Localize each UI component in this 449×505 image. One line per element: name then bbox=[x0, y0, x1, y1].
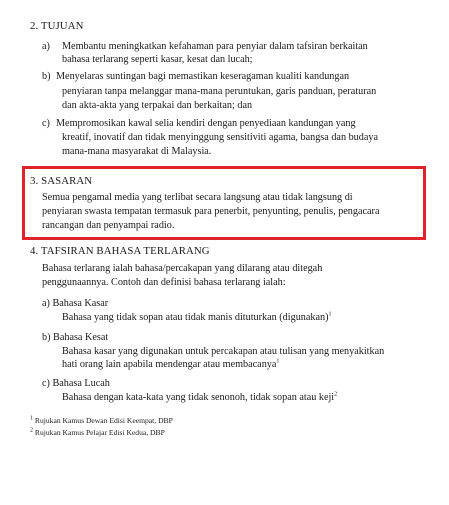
tujuan-item-line: kreatif, inovatif dan tidak menyinggung sensitiviti agama, bangsa dan budaya bbox=[62, 132, 379, 143]
tujuan-item-marker: c) bbox=[42, 118, 50, 129]
tujuan-item-marker: a) bbox=[42, 41, 50, 52]
tafsiran-item-title: a) Bahasa Kasar bbox=[42, 298, 109, 309]
tujuan-item-marker: b) bbox=[42, 71, 51, 82]
tujuan-item-line: dan akta-akta yang terpakai dan berkaitan; dan bbox=[62, 100, 253, 111]
footnote: $^2$ Rujukan Kamus Pelajar Edisi Kedua, DBP bbox=[30, 427, 165, 437]
tafsiran-item-title: b) Bahasa Kesat bbox=[42, 332, 109, 343]
tujuan-item-line: Menyelaras suntingan bagi memastikan keseragaman kualiti kandungan bbox=[56, 71, 350, 82]
tujuan-item-line: bahasa terlarang seperti kasar, kesat dan lucah; bbox=[62, 54, 253, 65]
tafsiran-intro-line: Bahasa terlarang ialah bahasa/percakapan yang dilarang atau ditegah bbox=[42, 263, 323, 274]
tafsiran-item-line: hati orang lain apabila mendengar atau membacanya$^1$ bbox=[62, 358, 280, 370]
sasaran-line: Semua pengamal media yang terlibat secara langsung atau tidak langsung di bbox=[42, 192, 353, 203]
tafsiran-item-line: Bahasa kasar yang digunakan untuk percakapan atau tulisan yang menyakitkan bbox=[62, 346, 385, 357]
section-heading-sasaran: 3. SASARAN bbox=[30, 175, 93, 187]
footnote: $^1$ Rujukan Kamus Dewan Edisi Keempat, DBP bbox=[30, 415, 173, 425]
tafsiran-item-title: c) Bahasa Lucah bbox=[42, 378, 110, 389]
tafsiran-item-line: Bahasa dengan kata-kata yang tidak senonoh, tidak sopan atau keji$^2$ bbox=[62, 391, 338, 403]
footnote-ref: 1 bbox=[276, 358, 280, 365]
tujuan-item-line: Membantu meningkatkan kefahaman para penyiar dalam tafsiran berkaitan bbox=[62, 41, 368, 52]
sasaran-line: rancangan dan penyampai radio. bbox=[42, 220, 175, 231]
tafsiran-intro-line: penggunaannya. Contoh dan definisi bahasa terlarang ialah: bbox=[42, 277, 286, 288]
tafsiran-item-line: Bahasa yang tidak sopan atau tidak manis dituturkan (digunakan)$^1$ bbox=[62, 311, 332, 323]
footnote-ref: 1 bbox=[328, 311, 332, 318]
section-heading-tafsiran: 4. TAFSIRAN BAHASA TERLARANG bbox=[30, 245, 210, 257]
section-heading-tujuan: 2. TUJUAN bbox=[30, 20, 84, 32]
sasaran-line: penyiaran swasta tempatan termasuk para penerbit, penyunting, penulis, pengacara bbox=[42, 206, 380, 217]
tujuan-item-line: penyiaran tanpa melanggar mana-mana peruntukan, garis panduan, peraturan bbox=[62, 86, 377, 97]
tujuan-item-line: mana-mana masyarakat di Malaysia. bbox=[62, 146, 212, 157]
tujuan-item-line: Mempromosikan kawal selia kendiri dengan penyediaan kandungan yang bbox=[56, 118, 356, 129]
footnote-ref: 2 bbox=[334, 391, 338, 398]
